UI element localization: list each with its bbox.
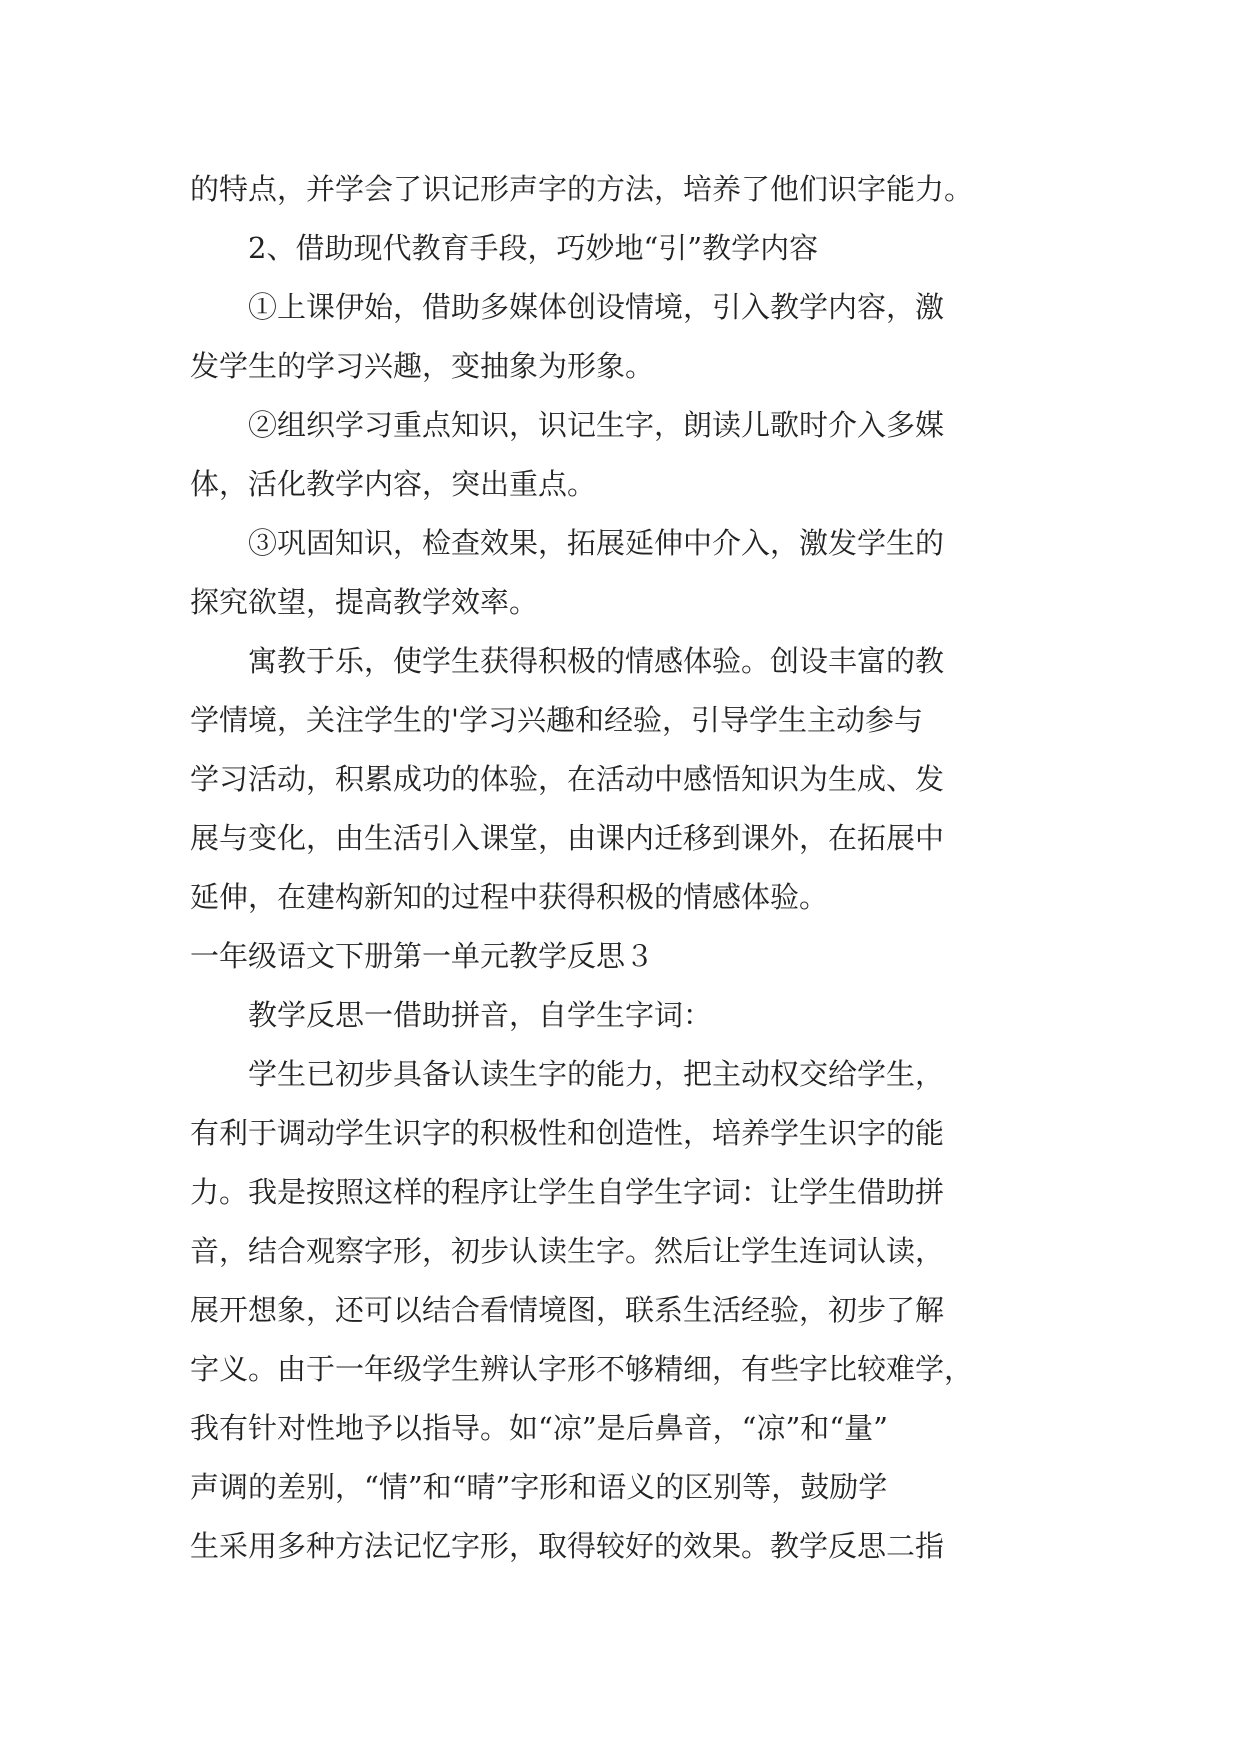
text-line-23: 声调的差别，“情”和“晴”字形和语义的区别等，鼓励学 (190, 1470, 888, 1504)
text-line-7: ③巩固知识，检查效果，拓展延伸中介入，激发学生的 (190, 526, 945, 560)
text-line-19: 音，结合观察字形，初步认读生字。然后让学生连词认读， (190, 1234, 945, 1268)
text-line-5: ②组织学习重点知识，识记生字，朗读儿歌时介入多媒 (190, 408, 945, 442)
text-line-18: 力。我是按照这样的程序让学生自学生字词：让学生借助拼 (190, 1175, 945, 1209)
text-line-3: ①上课伊始，借助多媒体创设情境，引入教学内容，激 (190, 290, 945, 324)
text-line-2: 2、借助现代教育手段，巧妙地“引”教学内容 (190, 231, 819, 265)
section-heading: 一年级语文下册第一单元教学反思３ (190, 939, 655, 973)
text-line-1: 的特点，并学会了识记形声字的方法，培养了他们识字能力。 (190, 172, 974, 206)
text-line-13: 延伸，在建构新知的过程中获得积极的情感体验。 (190, 880, 829, 914)
text-line-17: 有利于调动学生识字的积极性和创造性，培养学生识字的能 (190, 1116, 945, 1150)
text-line-21: 字义。由于一年级学生辨认字形不够精细，有些字比较难学， (190, 1352, 974, 1386)
text-line-4: 发学生的学习兴趣，变抽象为形象。 (190, 349, 655, 383)
text-line-10: 学情境，关注学生的'学习兴趣和经验，引导学生主动参与 (190, 703, 923, 737)
text-line-11: 学习活动，积累成功的体验，在活动中感悟知识为生成、发 (190, 762, 945, 796)
text-line-22: 我有针对性地予以指导。如“凉”是后鼻音，“凉”和“量” (190, 1411, 888, 1445)
text-line-9: 寓教于乐，使学生获得积极的情感体验。创设丰富的教 (190, 644, 945, 678)
text-line-12: 展与变化，由生活引入课堂，由课内迁移到课外，在拓展中 (190, 821, 945, 855)
text-line-15: 教学反思一借助拼音，自学生字词： (190, 998, 713, 1032)
text-line-6: 体，活化教学内容，突出重点。 (190, 467, 597, 501)
text-line-24: 生采用多种方法记忆字形，取得较好的效果。教学反思二指 (190, 1529, 945, 1563)
text-line-20: 展开想象，还可以结合看情境图，联系生活经验，初步了解 (190, 1293, 945, 1327)
text-line-8: 探究欲望，提高教学效率。 (190, 585, 539, 619)
text-line-16: 学生已初步具备认读生字的能力，把主动权交给学生， (190, 1057, 945, 1091)
document-page (190, 160, 1055, 1576)
